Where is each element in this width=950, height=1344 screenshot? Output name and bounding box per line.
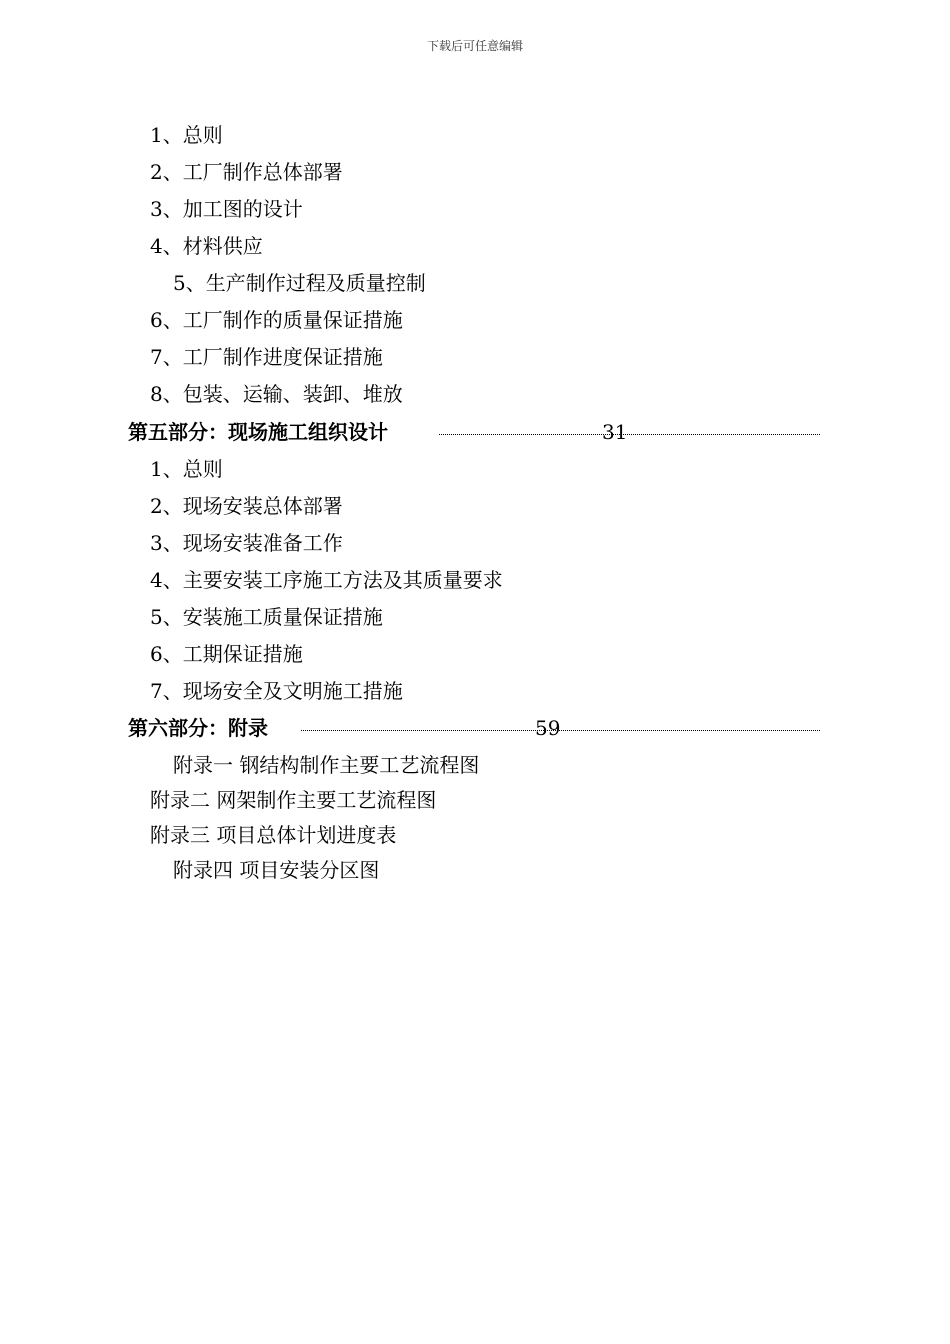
toc-item[interactable]: 1、总则 bbox=[150, 123, 223, 147]
toc-item[interactable]: 2、现场安装总体部署 bbox=[150, 494, 343, 518]
toc-item[interactable]: 7、现场安全及文明施工措施 bbox=[150, 679, 403, 703]
dot-leader bbox=[301, 730, 820, 731]
toc-item[interactable]: 附录一 钢结构制作主要工艺流程图 bbox=[173, 753, 480, 777]
toc-section-part6[interactable] bbox=[128, 716, 820, 740]
toc-item[interactable]: 1、总则 bbox=[150, 457, 223, 481]
toc-item[interactable]: 6、工厂制作的质量保证措施 bbox=[150, 308, 403, 332]
toc-item[interactable]: 4、材料供应 bbox=[150, 234, 263, 258]
toc-item[interactable]: 3、加工图的设计 bbox=[150, 197, 303, 221]
page-number: 59 bbox=[535, 716, 561, 740]
toc-item[interactable]: 3、现场安装准备工作 bbox=[150, 531, 343, 555]
toc-item[interactable]: 5、生产制作过程及质量控制 bbox=[173, 271, 426, 295]
toc-section-part5[interactable] bbox=[128, 420, 820, 444]
toc-item[interactable]: 4、主要安装工序施工方法及其质量要求 bbox=[150, 568, 503, 592]
page-header: 下载后可任意编辑 bbox=[426, 39, 523, 53]
toc-item[interactable]: 6、工期保证措施 bbox=[150, 642, 303, 666]
toc-item[interactable]: 5、安装施工质量保证措施 bbox=[150, 605, 383, 629]
toc-item[interactable]: 2、工厂制作总体部署 bbox=[150, 160, 343, 184]
toc-item[interactable]: 附录二 网架制作主要工艺流程图 bbox=[150, 788, 437, 812]
dot-leader bbox=[439, 434, 820, 435]
toc-item[interactable]: 7、工厂制作进度保证措施 bbox=[150, 345, 383, 369]
section-title: 第六部分：附录 bbox=[128, 716, 268, 740]
page-number: 31 bbox=[602, 420, 628, 444]
toc-item[interactable]: 8、包装、运输、装卸、堆放 bbox=[150, 382, 403, 406]
toc-item[interactable]: 附录四 项目安装分区图 bbox=[173, 858, 380, 882]
toc-item[interactable]: 附录三 项目总体计划进度表 bbox=[150, 823, 397, 847]
section-title: 第五部分：现场施工组织设计 bbox=[128, 420, 388, 444]
